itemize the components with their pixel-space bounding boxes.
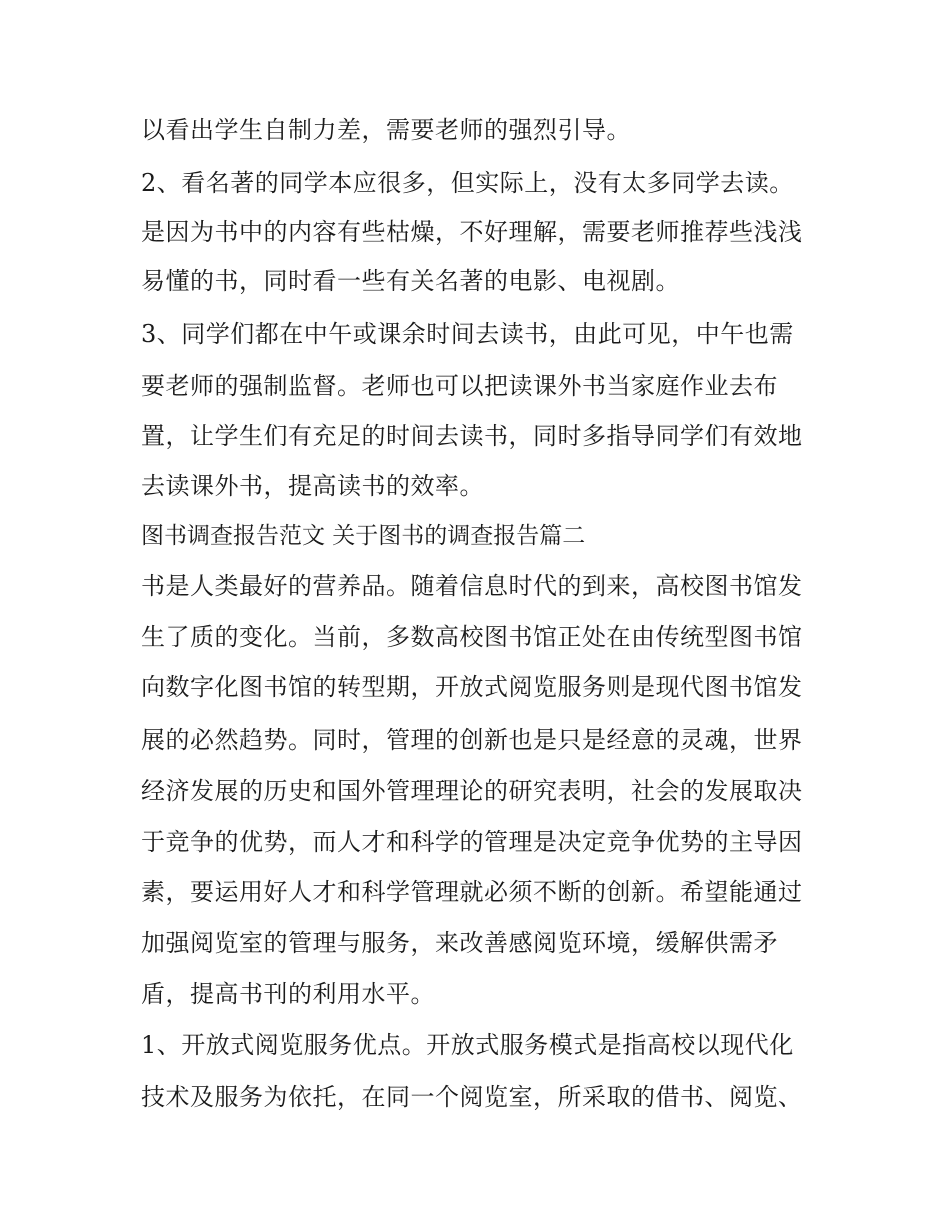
paragraph-line: 向数字化图书馆的转型期，开放式阅览服务则是现代图书馆发 [141,673,803,701]
paragraph-line: 生了质的变化。当前，多数高校图书馆正处在由传统型图书馆 [141,623,803,651]
paragraph-line: 素，要运用好人才和科学管理就必须不断的创新。希望能通过 [141,878,803,906]
paragraph-line: 易懂的书，同时看一些有关名著的电影、电视剧。 [141,267,680,295]
list-item-1-line: 1、开放式阅览服务优点。开放式服务模式是指高校以现代化 [141,1031,794,1059]
paragraph-line: 展的必然趋势。同时，管理的创新也是只是经意的灵魂，世界 [141,726,803,754]
section-heading: 图书调查报告范文 关于图书的调查报告篇二 [141,523,586,549]
paragraph-line: 要老师的强制监督。老师也可以把读课外书当家庭作业去布 [141,372,778,400]
paragraph-line: 技术及服务为依托，在同一个阅览室，所采取的借书、阅览、 [141,1083,803,1111]
paragraph-line: 置，让学生们有充足的时间去读书，同时多指导同学们有效地 [141,422,803,450]
paragraph-line: 盾，提高书刊的利用水平。 [141,980,435,1008]
list-item-2-line: 2、看名著的同学本应很多，但实际上，没有太多同学去读。 [141,169,794,197]
list-item-3-line: 3、同学们都在中午或课余时间去读书，由此可见，中午也需 [141,320,794,348]
paragraph-line: 去读课外书，提高读书的效率。 [141,472,484,500]
paragraph-line: 以看出学生自制力差，需要老师的强烈引导。 [141,116,631,144]
paragraph-line: 加强阅览室的管理与服务，来改善感阅览环境，缓解供需矛 [141,929,778,957]
paragraph-line: 书是人类最好的营养品。随着信息时代的到来，高校图书馆发 [141,572,803,600]
paragraph-line: 经济发展的历史和国外管理理论的研究表明，社会的发展取决 [141,777,803,805]
paragraph-line: 是因为书中的内容有些枯燥，不好理解，需要老师推荐些浅浅 [141,218,803,246]
paragraph-line: 于竞争的优势，而人才和科学的管理是决定竞争优势的主导因 [141,828,803,856]
